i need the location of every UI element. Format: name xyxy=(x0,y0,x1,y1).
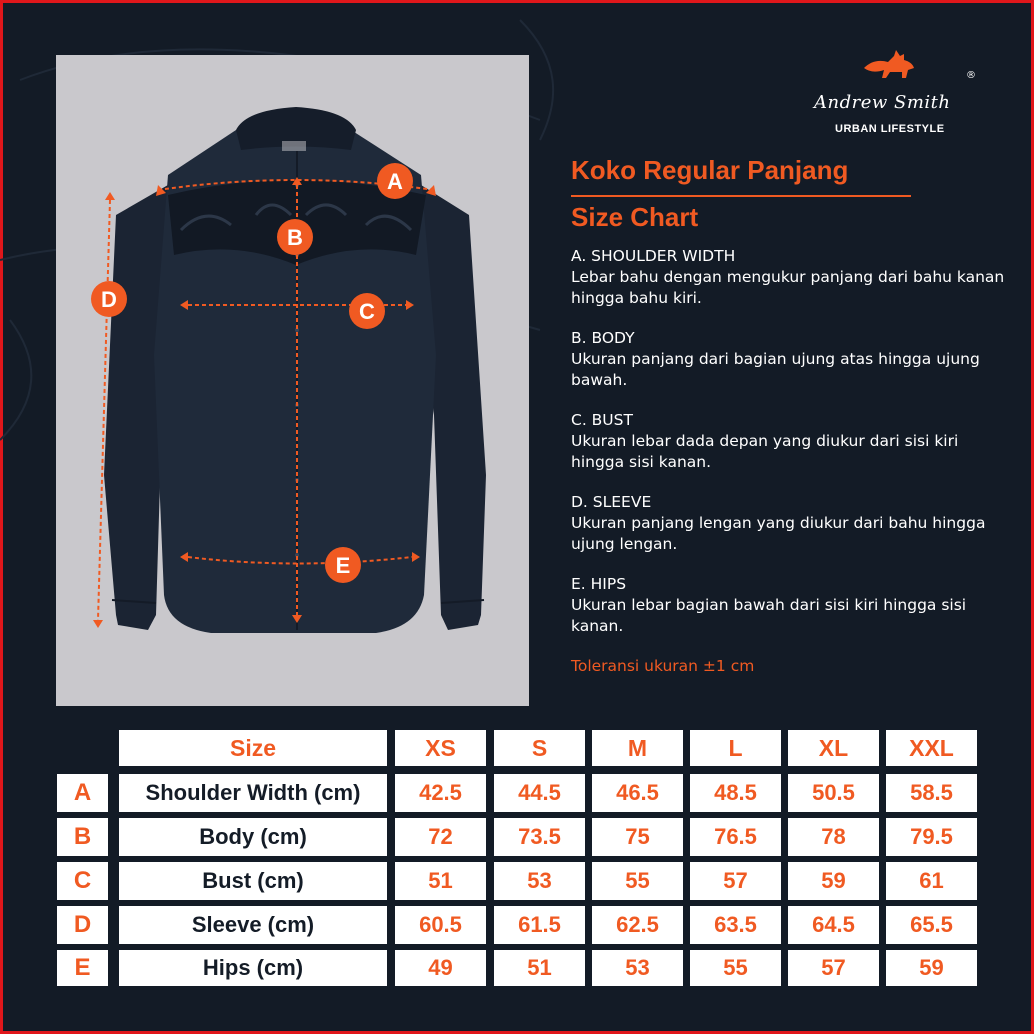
row-letter-b: B xyxy=(57,818,108,856)
table-cell: 76.5 xyxy=(690,818,781,856)
table-cell: 63.5 xyxy=(690,906,781,944)
table-cell: 72 xyxy=(395,818,486,856)
table-header-xl: XL xyxy=(788,730,879,766)
table-cell: 51 xyxy=(395,862,486,900)
marker-e-badge xyxy=(325,547,361,583)
table-cell: 59 xyxy=(788,862,879,900)
row-label-sleeve: Sleeve (cm) xyxy=(119,906,387,944)
brand-tagline: URBAN LIFESTYLE xyxy=(835,123,945,135)
registered-mark: ® xyxy=(966,70,976,81)
svg-text:B: B xyxy=(287,225,303,250)
row-label-hips: Hips (cm) xyxy=(119,950,387,986)
page-subtitle: Size Chart xyxy=(571,202,699,232)
table-cell: 53 xyxy=(494,862,585,900)
row-letter-a: A xyxy=(57,774,108,812)
shirt-photo xyxy=(56,55,529,706)
description-heading: E. HIPS xyxy=(571,575,627,593)
table-cell: 50.5 xyxy=(788,774,879,812)
table-cell: 61 xyxy=(886,862,977,900)
title-divider xyxy=(571,195,911,197)
table-cell: 55 xyxy=(690,950,781,986)
marker-b-badge xyxy=(277,219,313,255)
row-label-bust: Bust (cm) xyxy=(119,862,387,900)
table-cell: 44.5 xyxy=(494,774,585,812)
table-cell: 65.5 xyxy=(886,906,977,944)
table-cell: 75 xyxy=(592,818,683,856)
table-cell: 73.5 xyxy=(494,818,585,856)
marker-c-badge xyxy=(349,293,385,329)
row-letter-d: D xyxy=(57,906,108,944)
table-cell: 51 xyxy=(494,950,585,986)
tolerance-note: Toleransi ukuran ±1 cm xyxy=(571,657,755,675)
description-body xyxy=(571,328,1011,391)
table-cell: 42.5 xyxy=(395,774,486,812)
table-cell: 59 xyxy=(886,950,977,986)
svg-text:D: D xyxy=(101,287,117,312)
table-cell: 46.5 xyxy=(592,774,683,812)
table-cell: 57 xyxy=(690,862,781,900)
row-letter-c: C xyxy=(57,862,108,900)
description-bust xyxy=(571,410,1011,473)
svg-text:E: E xyxy=(335,553,351,578)
description-text: Ukuran panjang dari bagian ujung atas hingga ujung bawah. xyxy=(571,350,980,389)
row-label-body: Body (cm) xyxy=(119,818,387,856)
description-text: Ukuran panjang lengan yang diukur dari bahu hingga ujung lengan. xyxy=(571,514,986,553)
description-text: Ukuran lebar bagian bawah dari sisi kiri hingga sisi kanan. xyxy=(571,596,967,635)
description-text: Lebar bahu dengan mengukur panjang dari bahu kanan hingga bahu kiri. xyxy=(571,268,1005,307)
table-header-m: M xyxy=(592,730,683,766)
fox-icon xyxy=(860,48,920,82)
description-heading: D. SLEEVE xyxy=(571,493,652,511)
table-cell: 55 xyxy=(592,862,683,900)
table-header-size: Size xyxy=(119,730,387,766)
marker-d-badge xyxy=(91,281,127,317)
page-title: Koko Regular Panjang xyxy=(571,155,849,185)
table-cell: 57 xyxy=(788,950,879,986)
row-letter-e: E xyxy=(57,950,108,986)
table-header-l: L xyxy=(690,730,781,766)
table-cell: 79.5 xyxy=(886,818,977,856)
svg-text:A: A xyxy=(387,169,403,194)
description-sleeve xyxy=(571,492,1011,555)
marker-a-badge xyxy=(377,163,413,199)
description-heading: A. SHOULDER WIDTH xyxy=(571,247,736,265)
table-cell: 64.5 xyxy=(788,906,879,944)
brand-name: Andrew Smith xyxy=(814,92,951,113)
row-label-shoulder: Shoulder Width (cm) xyxy=(119,774,387,812)
table-cell: 49 xyxy=(395,950,486,986)
description-shoulder xyxy=(571,246,1011,309)
description-text: Ukuran lebar dada depan yang diukur dari sisi kiri hingga sisi kanan. xyxy=(571,432,959,471)
table-header-xs: XS xyxy=(395,730,486,766)
brand-logo xyxy=(808,70,978,140)
table-cell: 48.5 xyxy=(690,774,781,812)
description-hips xyxy=(571,574,1011,637)
table-cell: 58.5 xyxy=(886,774,977,812)
measurement-descriptions xyxy=(571,246,1011,656)
table-cell: 60.5 xyxy=(395,906,486,944)
table-cell: 61.5 xyxy=(494,906,585,944)
description-heading: B. BODY xyxy=(571,329,635,347)
table-cell: 78 xyxy=(788,818,879,856)
description-heading: C. BUST xyxy=(571,411,633,429)
table-cell: 53 xyxy=(592,950,683,986)
table-header-s: S xyxy=(494,730,585,766)
table-cell: 62.5 xyxy=(592,906,683,944)
marker-badges xyxy=(56,55,529,706)
svg-text:C: C xyxy=(359,299,375,324)
table-header-xxl: XXL xyxy=(886,730,977,766)
